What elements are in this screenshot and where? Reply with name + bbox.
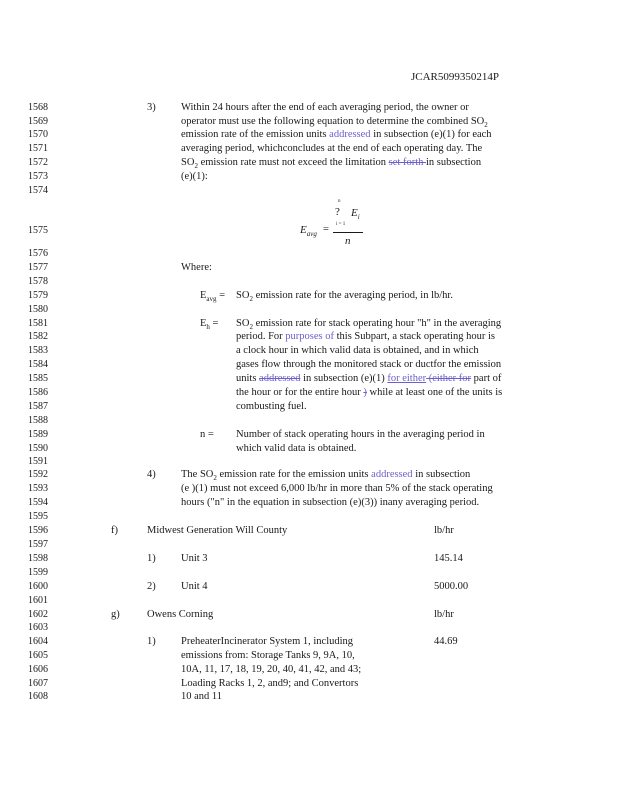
section-f-item-number: 1): [147, 553, 156, 564]
def-n-line-2: which valid data is obtained.: [236, 443, 357, 454]
item-4-line-1: The $SO_2$ emission rate for the emission units addressed in subsection: [181, 469, 471, 483]
section-f-letter: f): [111, 525, 118, 536]
item-4-line-2: (e )(1) must not exceed 6,000 lb/hr in more than 5% of the stack operating: [181, 483, 493, 494]
deleted-text: ): [363, 387, 367, 398]
sum-lower-limit: i = 1: [336, 222, 346, 227]
line-number: 1598: [28, 553, 48, 564]
section-f-item-number: 2): [147, 581, 156, 592]
line-number: 1585: [28, 373, 48, 384]
line-number: 1590: [28, 443, 48, 454]
def-eh-line-7: combusting fuel.: [236, 401, 307, 412]
emission-term: $E_i$: [351, 207, 360, 222]
section-g-letter: g): [111, 609, 120, 620]
line-number: 1592: [28, 469, 48, 480]
def-eh-line-5: units addressed in subsection (e)(1) for either (either for part of: [236, 373, 502, 384]
line-number: 1575: [28, 225, 48, 236]
deleted-text: set forth: [388, 157, 426, 168]
line-number: 1588: [28, 415, 48, 426]
item-4-number: 4): [147, 469, 156, 480]
line-number: 1606: [28, 664, 48, 675]
item-3-line-4: averaging period, whichconcludes at the end of each operating day. The: [181, 143, 483, 154]
section-g-item-line-3: 10A, 11, 17, 18, 19, 20, 40, 41, 42, and 43;: [181, 664, 362, 675]
line-number: 1568: [28, 102, 48, 113]
item-3-line-3: emission rate of the emission units addressed in subsection (e)(1) for each: [181, 129, 492, 140]
line-number: 1573: [28, 171, 48, 182]
item-3-line-2: operator must use the following equation to determine the combined $SO_2$: [181, 116, 488, 130]
def-eh-symbol: $E_h$ =: [200, 318, 219, 332]
line-number: 1596: [28, 525, 48, 536]
inserted-text: addressed: [371, 469, 413, 480]
def-eavg-text: $SO_2$ emission rate for the averaging period, in lb/hr.: [236, 290, 453, 304]
section-g-unit-header: lb/hr: [434, 609, 454, 620]
line-number: 1591: [28, 456, 48, 467]
section-g-item-line-5: 10 and 11: [181, 691, 223, 702]
line-number: 1580: [28, 304, 48, 315]
line-number: 1572: [28, 157, 48, 168]
line-number: 1571: [28, 143, 48, 154]
item-3-line-6: (e)(1):: [181, 171, 208, 182]
line-number: 1583: [28, 345, 48, 356]
line-number: 1597: [28, 539, 48, 550]
sum-upper-limit: n: [338, 199, 341, 204]
average-emission-symbol: $E_{avg}$: [300, 224, 317, 239]
document-id: JCAR5099350214P: [411, 71, 500, 83]
section-g-item-line-4: Loading Racks 1, 2, and9; and Convertors: [181, 678, 359, 689]
line-number: 1594: [28, 497, 48, 508]
line-number: 1607: [28, 678, 48, 689]
def-eh-line-1: $SO_2$ emission rate for stack operating hour "h" in the averaging: [236, 318, 502, 332]
line-number: 1586: [28, 387, 48, 398]
fraction-bar: [333, 232, 363, 233]
line-number: 1605: [28, 650, 48, 661]
inserted-text: addressed: [329, 129, 371, 140]
line-number: 1603: [28, 622, 48, 633]
line-number: 1569: [28, 116, 48, 127]
line-number: 1595: [28, 511, 48, 522]
item-3-number: 3): [147, 102, 156, 113]
item-4-line-3: hours ("n" in the equation in subsection (e)(3)) inany averaging period.: [181, 497, 480, 508]
section-f-item-value: 5000.00: [434, 581, 469, 592]
line-number: 1581: [28, 318, 48, 329]
line-number: 1582: [28, 331, 48, 342]
denominator: n: [345, 235, 351, 247]
line-number: 1600: [28, 581, 48, 592]
line-number: 1579: [28, 290, 48, 301]
inserted-text: purposes of: [285, 331, 334, 342]
line-number: 1578: [28, 276, 48, 287]
section-g-name: Owens Corning: [147, 609, 214, 620]
section-f-name: Midwest Generation Will County: [147, 525, 288, 536]
deleted-text: addressed: [259, 373, 301, 384]
line-number: 1584: [28, 359, 48, 370]
line-number: 1587: [28, 401, 48, 412]
section-g-item-number: 1): [147, 636, 156, 647]
def-eh-line-2: period. For purposes of this Subpart, a stack operating hour is: [236, 331, 495, 342]
inserted-text: for either: [387, 373, 427, 384]
section-g-item-value: 44.69: [434, 636, 458, 647]
line-number: 1601: [28, 595, 48, 606]
def-eh-line-3: a clock hour in which valid data is obtained, and in which: [236, 345, 479, 356]
section-f-unit-header: lb/hr: [434, 525, 454, 536]
section-f-item-label: Unit 4: [181, 581, 208, 592]
summation-symbol: ?: [335, 206, 340, 218]
line-number: 1599: [28, 567, 48, 578]
line-number: 1576: [28, 248, 48, 259]
section-f-item-value: 145.14: [434, 553, 463, 564]
section-g-item-line-1: PreheaterIncinerator System 1, including: [181, 636, 354, 647]
line-number: 1577: [28, 262, 48, 273]
line-number: 1574: [28, 185, 48, 196]
deleted-text: (either for: [426, 373, 472, 384]
where-label: Where:: [181, 262, 212, 273]
line-number: 1593: [28, 483, 48, 494]
line-number: 1589: [28, 429, 48, 440]
def-n-line-1: Number of stack operating hours in the averaging period in: [236, 429, 485, 440]
item-3-line-1: Within 24 hours after the end of each averaging period, the owner or: [181, 102, 469, 113]
line-number: 1608: [28, 691, 48, 702]
def-eh-line-6: the hour or for the entire hour ) while at least one of the units is: [236, 387, 503, 398]
line-number: 1604: [28, 636, 48, 647]
def-eavg-symbol: $E_{avg}$ =: [200, 290, 226, 304]
equals-sign: =: [323, 224, 329, 235]
def-eh-line-4: gases flow through the monitored stack or ductfor the emission: [236, 359, 502, 370]
section-f-item-label: Unit 3: [181, 553, 208, 564]
def-n-symbol: n =: [200, 429, 214, 440]
line-number: 1602: [28, 609, 48, 620]
section-g-item-line-2: emissions from: Storage Tanks 9, 9A, 10,: [181, 650, 355, 661]
item-3-line-5: $SO_2$ emission rate must not exceed the limitation set forth in subsection: [181, 157, 482, 171]
line-number: 1570: [28, 129, 48, 140]
